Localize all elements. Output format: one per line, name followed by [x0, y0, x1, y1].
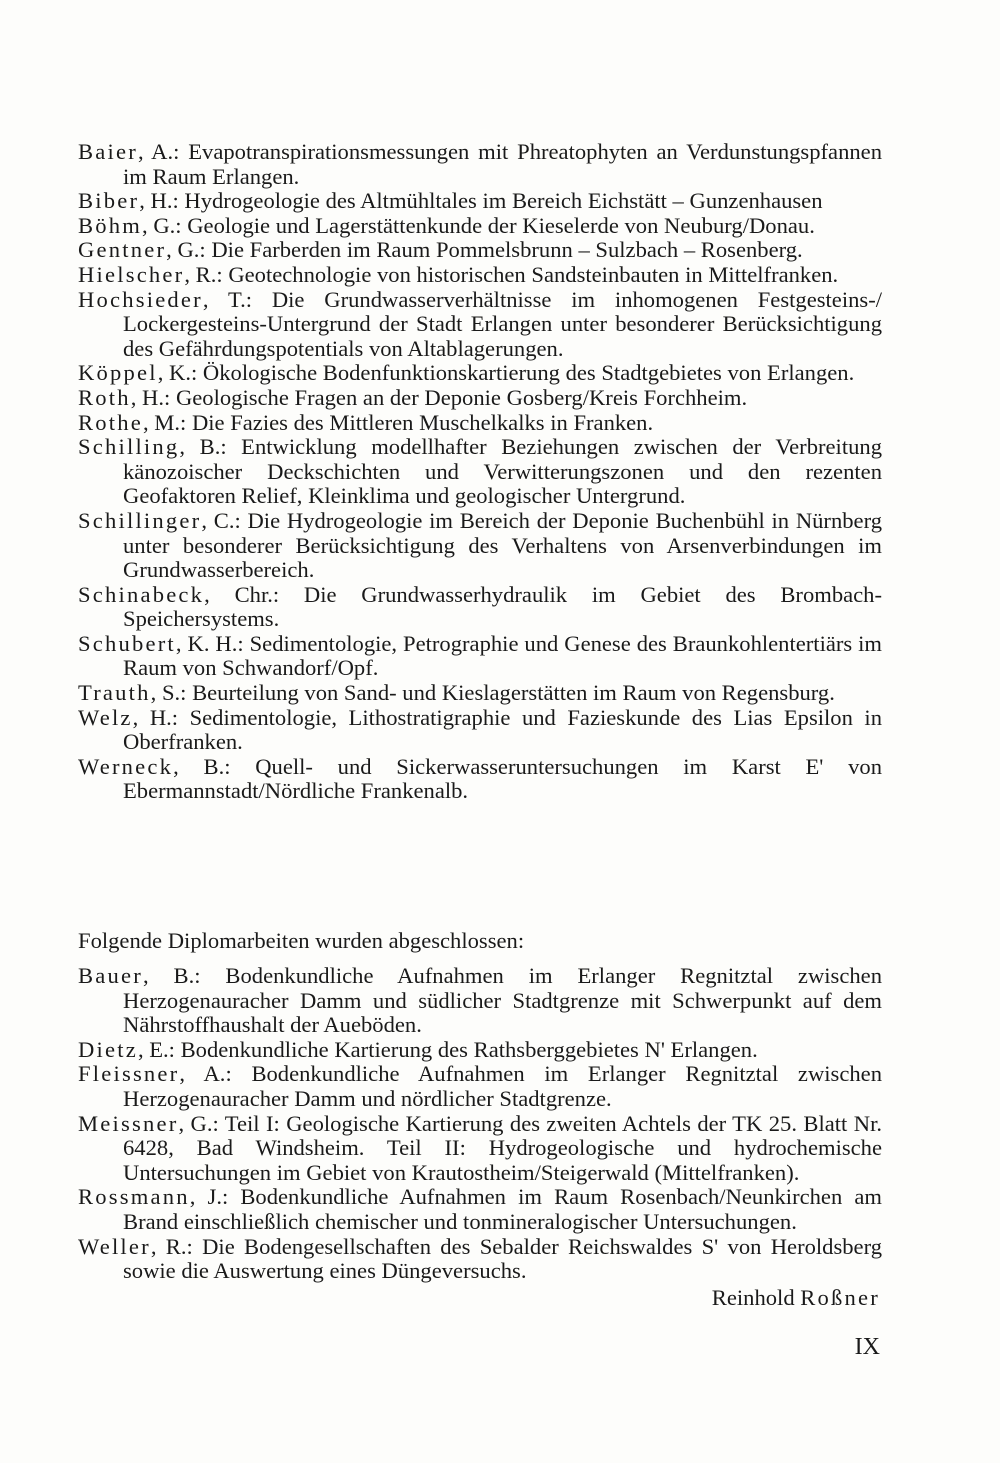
entry-author: Hielscher: [78, 261, 185, 287]
entry-text: , K. H.: Sedimentologie, Petrographie und Genese des Braunkohlentertiärs im Raum von Schwandorf/Opf.: [123, 630, 882, 681]
list-item: [78, 964, 882, 1038]
entry-text: , E.: Bodenkundliche Kartierung des Rathsberggebietes N' Erlangen.: [137, 1036, 758, 1062]
signature-surname: Roßner: [800, 1285, 880, 1310]
diploma-list: [78, 964, 882, 1284]
entry-text: , R.: Geotechnologie von historischen Sandsteinbauten in Mittelfranken.: [184, 261, 839, 287]
entry-text: , C.: Die Hydrogeologie im Bereich der Deponie Buchenbühl in Nürnberg unter besonderer Berücksichtigung des Verhaltens von Arsenverbindungen im Grundwasserbereich.: [123, 507, 882, 583]
entry-author: Werneck: [78, 753, 174, 779]
entry-text: , H.: Sedimentologie, Lithostratigraphie und Fazieskunde des Lias Epsilon in Oberfranken.: [123, 704, 882, 755]
entry-author: Rossmann: [78, 1184, 190, 1210]
list-item: [78, 386, 882, 411]
list-item: [78, 140, 882, 189]
list-item: [78, 1112, 882, 1186]
entry-text: , S.: Beurteilung von Sand- und Kieslagerstätten im Raum von Regensburg.: [150, 680, 835, 706]
entry-author: Schinabeck: [78, 581, 205, 607]
entry-text: , H.: Hydrogeologie des Altmühltales im Bereich Eichstätt – Gunzenhausen: [139, 188, 823, 214]
diploma-section-heading: Folgende Diplomarbeiten wurden abgeschlossen:: [78, 928, 525, 953]
entry-author: Baier: [78, 139, 138, 164]
entry-author: Hochsieder: [78, 286, 203, 312]
list-item: [78, 214, 882, 239]
list-item: [78, 411, 882, 436]
list-item: [78, 189, 882, 214]
entry-text: , A.: Evapotranspirationsmessungen mit Phreatophyten an Verdunstungspfannen im Raum Erlangen.: [123, 139, 882, 189]
entry-text: , G.: Geologie und Lagerstättenkunde der Kieselerde von Neuburg/Donau.: [142, 212, 815, 238]
list-item: [78, 1038, 882, 1063]
entry-author: Meissner: [78, 1110, 179, 1136]
entry-text: , G.: Teil I: Geologische Kartierung des zweiten Achtels der TK 25. Blatt Nr. 6428, Bad Windsheim. Teil II: Hydrogeologische und hydrochemische Untersuchungen im Gebiet von Krautostheim/Steigerwald (Mittelfranken).: [123, 1110, 882, 1185]
entry-text: , R.: Die Bodengesellschaften des Sebalder Reichswaldes S' von Heroldsberg sowie die Auswertung eines Düngeversuchs.: [123, 1233, 882, 1284]
entry-text: , B.: Bodenkundliche Aufnahmen im Erlanger Regnitztal zwischen Herzogenauracher Damm und südlicher Stadtgrenze mit Schwerpunkt auf dem Nährstoffhaushalt der Aueböden.: [123, 963, 882, 1038]
entry-author: Schilling: [78, 434, 180, 460]
signature: [712, 1285, 880, 1311]
list-item: [78, 238, 882, 263]
entry-author: Trauth: [78, 680, 151, 706]
entry-author: Fleissner: [78, 1061, 180, 1087]
list-item: [78, 681, 882, 706]
list-item: [78, 755, 882, 804]
entry-text: , B.: Quell- und Sickerwasseruntersuchungen im Karst E' von Ebermannstadt/Nördliche Frankenalb.: [123, 753, 882, 804]
entry-text: , A.: Bodenkundliche Aufnahmen im Erlanger Regnitztal zwischen Herzogenauracher Damm und nördlicher Stadtgrenze.: [123, 1061, 882, 1111]
list-item: [78, 509, 882, 583]
entry-text: , B.: Entwicklung modellhafter Beziehungen zwischen der Verbreitung känozoischer Deckschichten und Verwitterungszonen und den rezenten Geofaktoren Relief, Kleinklima und geologischer Untergrund.: [123, 434, 882, 509]
dissertation-list: [78, 140, 882, 804]
list-item: [78, 263, 882, 288]
list-item: [78, 706, 882, 755]
list-item: [78, 1235, 882, 1284]
entry-author: Gentner: [78, 237, 167, 263]
entry-author: Welz: [78, 704, 133, 730]
entry-author: Bauer: [78, 963, 143, 988]
entry-author: Köppel: [78, 360, 158, 386]
entry-author: Weller: [78, 1233, 151, 1259]
page-number: IX: [854, 1334, 880, 1360]
entry-author: Dietz: [78, 1036, 138, 1062]
entry-text: , H.: Geologische Fragen an der Deponie Gosberg/Kreis Forchheim.: [130, 384, 748, 410]
entry-text: , T.: Die Grundwasserverhältnisse im inhomogenen Festgesteins-/ Lockergesteins-Untergrund der Stadt Erlangen unter besonderer Berücksichtigung des Gefährdungspotentials von Altablagerungen.: [123, 286, 882, 361]
list-item: [78, 361, 882, 386]
list-item: [78, 1185, 882, 1234]
list-item: [78, 1062, 882, 1111]
entry-author: Biber: [78, 188, 140, 214]
entry-author: Roth: [78, 384, 131, 410]
list-item: [78, 583, 882, 632]
signature-first-name: Reinhold: [711, 1285, 795, 1310]
list-item: [78, 632, 882, 681]
entry-text: , G.: Die Farberden im Raum Pommelsbrunn – Sulzbach – Rosenberg.: [166, 237, 803, 263]
entry-author: Rothe: [78, 409, 143, 435]
entry-author: Böhm: [78, 212, 143, 238]
entry-text: , Chr.: Die Grundwasserhydraulik im Gebiet des Brombach-Speichersystems.: [123, 581, 882, 632]
entry-author: Schillinger: [78, 507, 202, 533]
list-item: [78, 288, 882, 362]
entry-text: , K.: Ökologische Bodenfunktionskartierung des Stadtgebietes von Erlangen.: [157, 360, 855, 386]
entry-text: , M.: Die Fazies des Mittleren Muschelkalks in Franken.: [142, 409, 654, 435]
entry-text: , J.: Bodenkundliche Aufnahmen im Raum Rosenbach/Neunkirchen am Brand einschließlich chemischer und tonmineralogischer Untersuchungen.: [123, 1184, 882, 1234]
entry-author: Schubert: [78, 630, 176, 656]
list-item: [78, 435, 882, 509]
